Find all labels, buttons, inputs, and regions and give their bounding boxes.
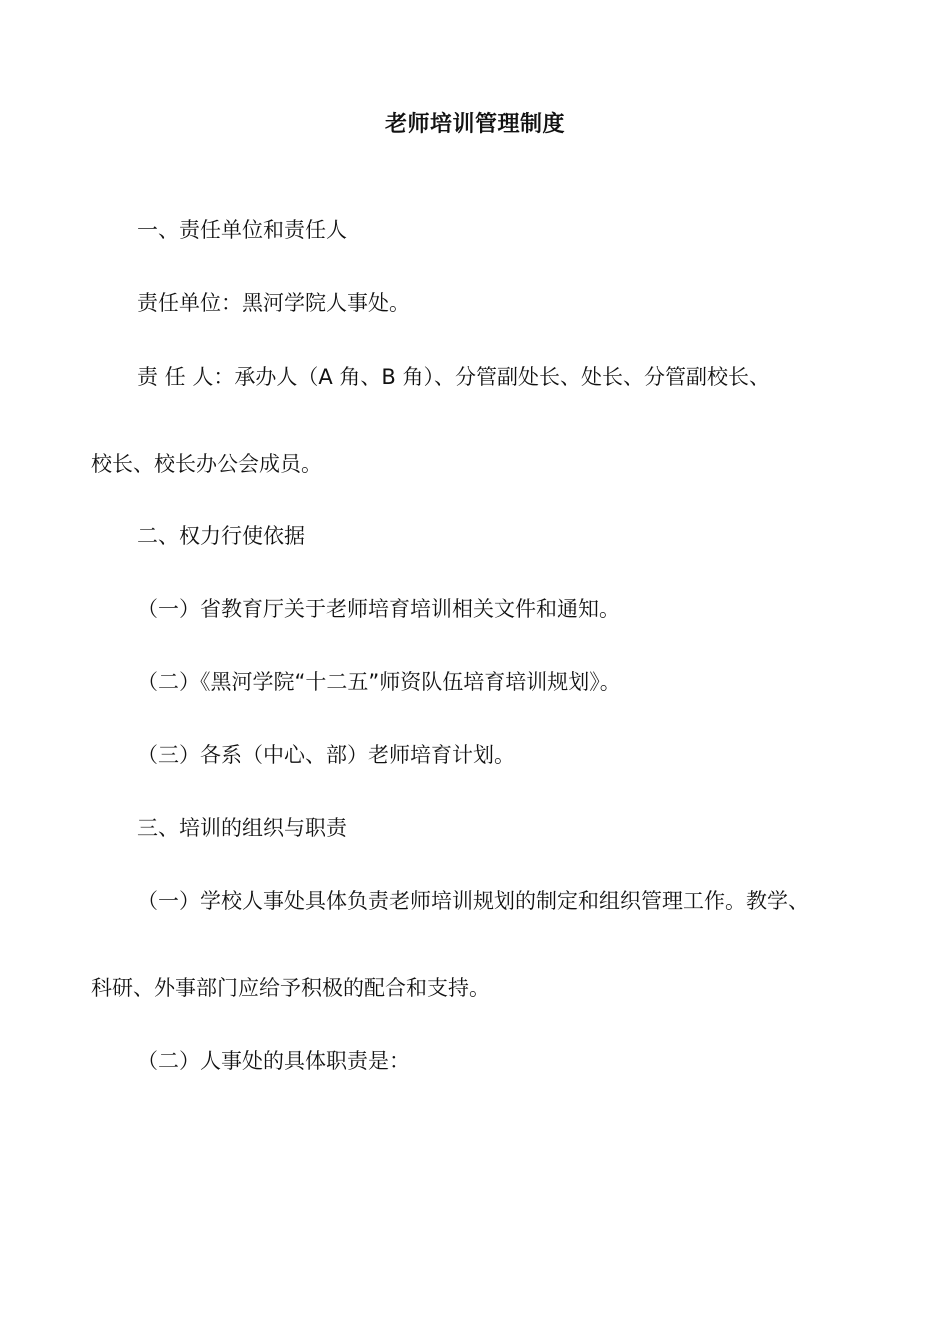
paragraph-responsible-person-cont: 校长、校长办公会成员。 [91,452,322,476]
document-title: 老师培训管理制度 [384,112,565,137]
section-heading-1: 一、责任单位和责任人 [137,218,347,242]
section-heading-2: 二、权力行使依据 [137,524,305,548]
section-heading-3: 三、培训的组织与职责 [137,816,347,840]
list-item-basis-2: （二）《黑河学院“十二五”师资队伍培育培训规划》。 [137,670,621,694]
list-item-basis-1: （一）省教育厅关于老师培育培训相关文件和通知。 [137,597,620,621]
paragraph-responsible-unit: 责任单位：黑河学院人事处。 [137,291,410,315]
list-item-basis-3: （三）各系（中心、部）老师培育计划。 [137,743,515,767]
list-item-org-2: （二）人事处的具体职责是： [137,1049,410,1073]
paragraph-responsible-person: 责 任 人：承办人（A 角、B 角）、分管副处长、处长、分管副校长、 [137,365,770,389]
list-item-org-1-cont: 科研、外事部门应给予积极的配合和支持。 [91,976,490,1000]
list-item-org-1: （一）学校人事处具体负责老师培训规划的制定和组织管理工作。教学、 [137,889,809,913]
